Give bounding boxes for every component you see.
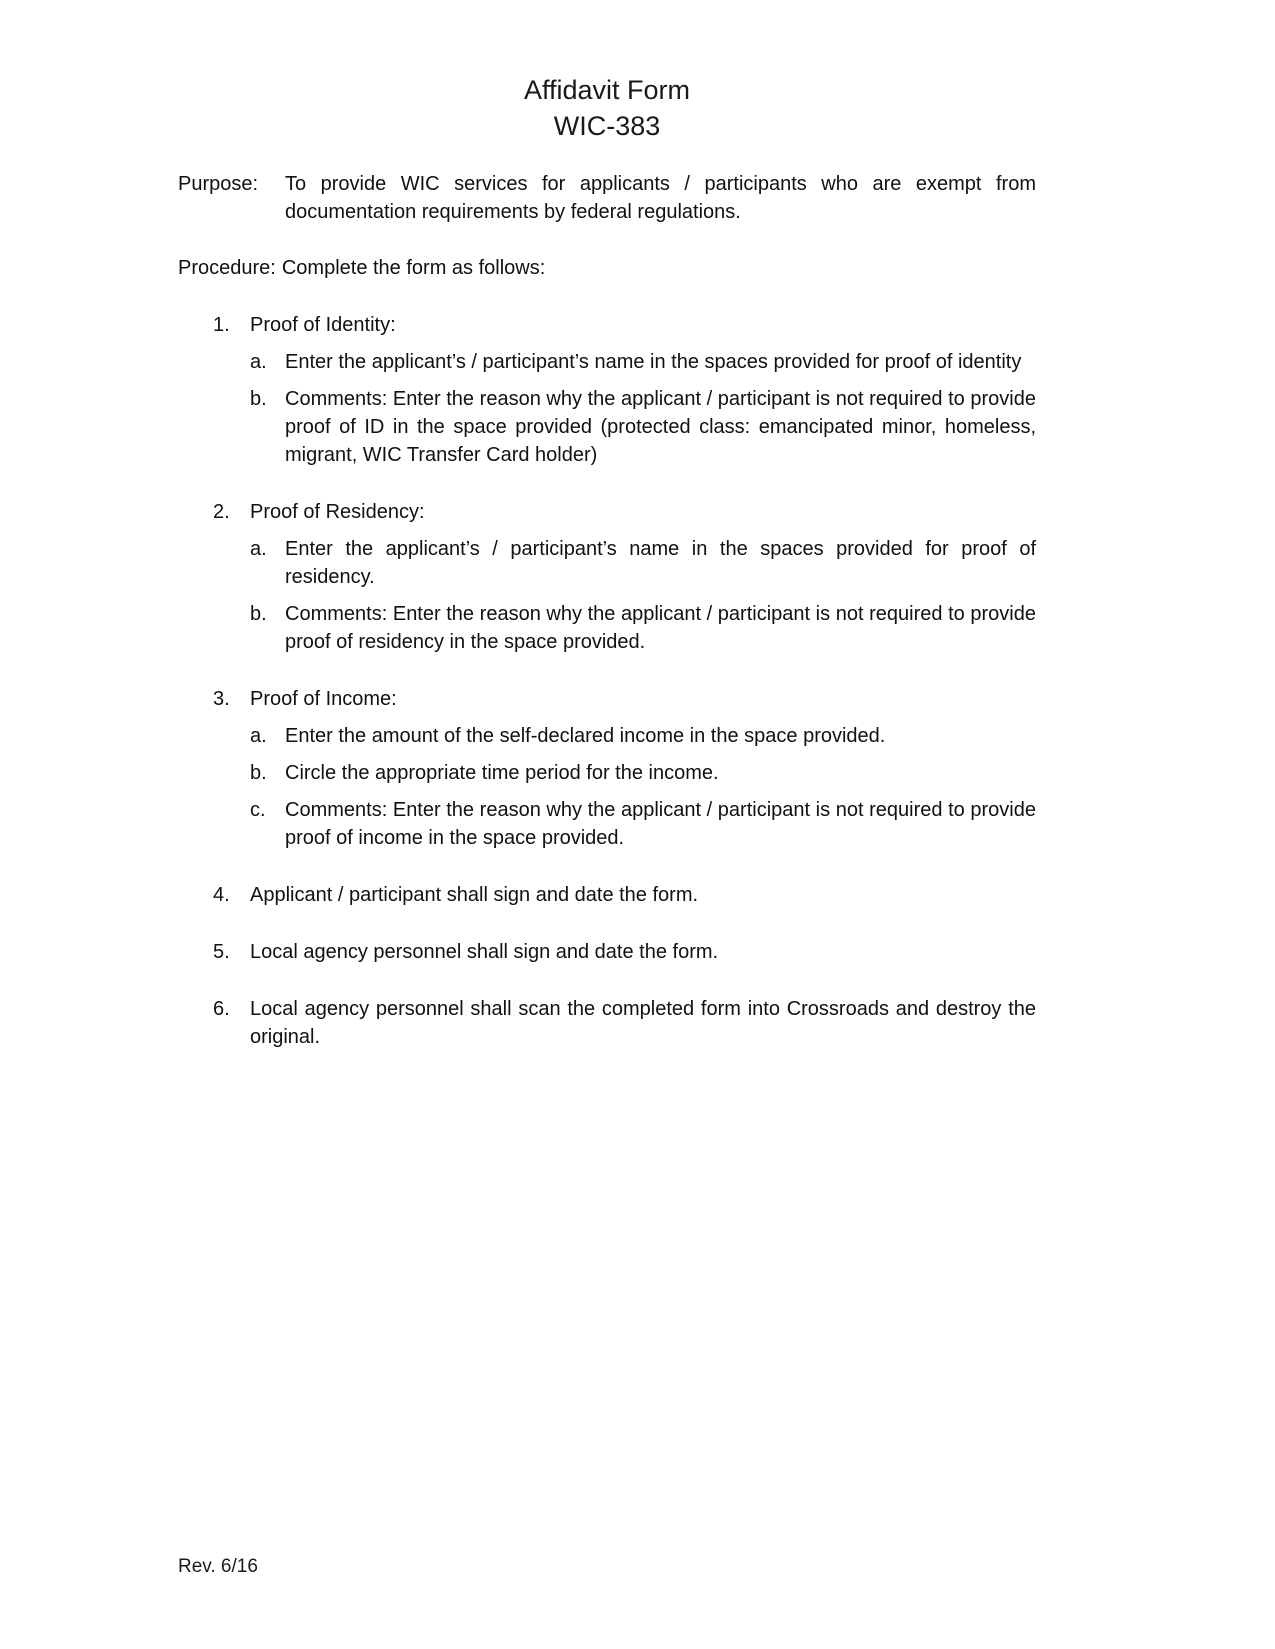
list-item	[178, 796, 1036, 852]
purpose-label: Purpose:	[178, 173, 259, 195]
sub-item-text: Enter the amount of the self-declared income in the space provided.	[285, 725, 886, 747]
list-item	[178, 348, 1036, 376]
step-number: 6.	[213, 998, 230, 1020]
step-heading	[178, 938, 1036, 966]
step-title: Local agency personnel shall scan the completed form into Crossroads and destroy the original.	[250, 998, 1036, 1048]
sub-item-letter: b.	[250, 762, 267, 784]
sub-item-text: Comments: Enter the reason why the applicant / participant is not required to provide proof of income in the space provided.	[285, 799, 1036, 849]
list-item	[178, 600, 1036, 656]
procedure-steps-list	[178, 311, 1036, 1051]
sub-item-text: Circle the appropriate time period for the income.	[285, 762, 719, 784]
step-heading	[178, 685, 1036, 713]
list-item	[178, 385, 1036, 469]
sub-item-letter: c.	[250, 799, 266, 821]
step-heading	[178, 995, 1036, 1051]
sub-item-letter: a.	[250, 351, 267, 373]
procedure-section	[178, 254, 1036, 282]
list-item	[178, 535, 1036, 591]
step-title: Applicant / participant shall sign and date the form.	[250, 884, 699, 906]
document-content	[178, 72, 1036, 1051]
step-scan-into-crossroads	[178, 995, 1036, 1051]
step-agency-sign-date	[178, 938, 1036, 966]
sub-item-text: Enter the applicant’s / participant’s name in the spaces provided for proof of residency.	[285, 538, 1036, 588]
step-sub-items	[178, 348, 1036, 469]
step-sub-items	[178, 535, 1036, 656]
step-proof-of-residency	[178, 498, 1036, 656]
sub-item-text: Comments: Enter the reason why the applicant / participant is not required to provide proof of ID in the space provided (protected class: emancipated minor, homeless, migrant, WIC Transfer Card holder)	[285, 388, 1036, 466]
sub-item-text: Comments: Enter the reason why the applicant / participant is not required to provide proof of residency in the space provided.	[285, 603, 1036, 653]
sub-item-letter: a.	[250, 538, 267, 560]
document-title	[178, 72, 1036, 144]
step-proof-of-income	[178, 685, 1036, 852]
procedure-label: Procedure:	[178, 257, 276, 279]
step-number: 3.	[213, 688, 230, 710]
procedure-text: Complete the form as follows:	[281, 257, 546, 279]
document-title-line1: Affidavit Form	[523, 75, 691, 105]
list-item	[178, 759, 1036, 787]
step-number: 5.	[213, 941, 230, 963]
step-number: 1.	[213, 314, 230, 336]
revision-footer: Rev. 6/16	[178, 1556, 258, 1577]
sub-item-letter: b.	[250, 603, 267, 625]
document-title-line2: WIC-383	[553, 111, 661, 141]
step-title: Proof of Identity:	[250, 314, 396, 336]
step-proof-of-identity	[178, 311, 1036, 469]
step-applicant-sign-date	[178, 881, 1036, 909]
sub-item-letter: b.	[250, 388, 267, 410]
step-heading	[178, 311, 1036, 339]
step-number: 4.	[213, 884, 230, 906]
step-sub-items	[178, 722, 1036, 852]
sub-item-text: Enter the applicant’s / participant’s name in the spaces provided for proof of identity	[285, 351, 1022, 373]
purpose-text: To provide WIC services for applicants / participants who are exempt from documentation requirements by federal regulations.	[285, 173, 1036, 223]
sub-item-letter: a.	[250, 725, 267, 747]
list-item	[178, 722, 1036, 750]
step-heading	[178, 498, 1036, 526]
step-heading	[178, 881, 1036, 909]
purpose-section	[178, 170, 1036, 226]
step-title: Proof of Income:	[250, 688, 397, 710]
step-title: Proof of Residency:	[250, 501, 425, 523]
step-title: Local agency personnel shall sign and date the form.	[250, 941, 719, 963]
step-number: 2.	[213, 501, 230, 523]
